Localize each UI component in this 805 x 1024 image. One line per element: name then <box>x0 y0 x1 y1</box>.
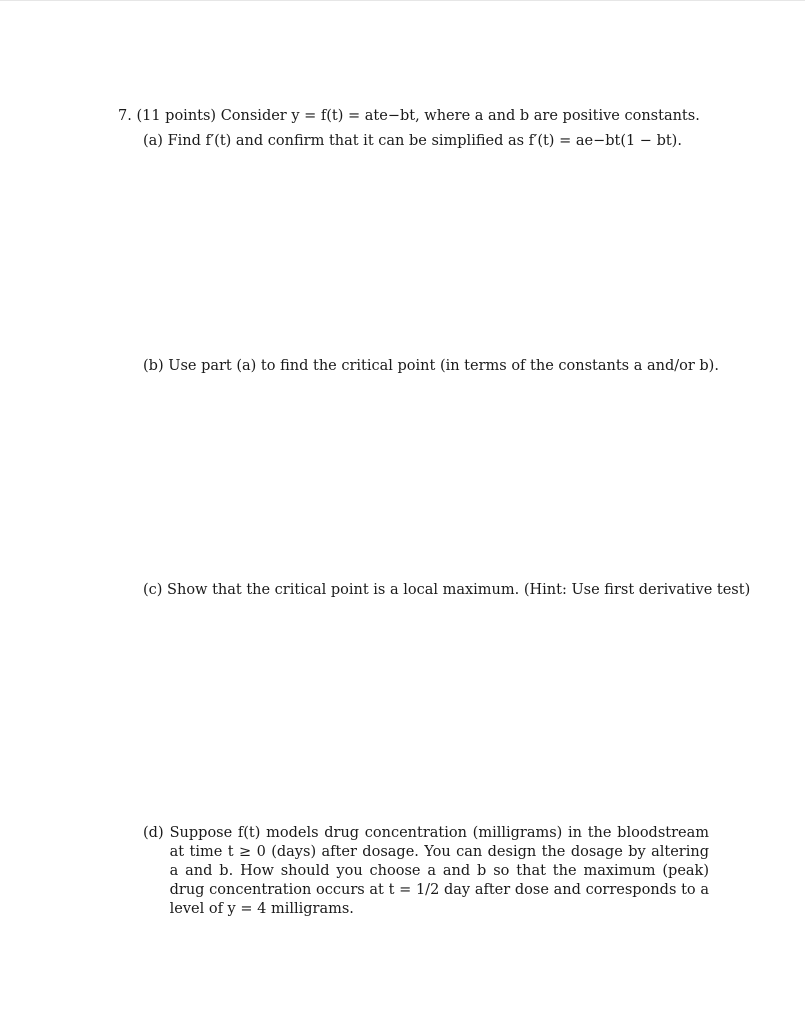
part-c-label: (c) <box>143 582 163 598</box>
part-b <box>143 357 719 376</box>
part-a-label: (a) <box>143 133 163 149</box>
part-b-label: (b) <box>143 358 164 374</box>
part-d-text: Suppose f(t) models drug concentration (milligrams) in the bloodstream at time t ≥ 0 (days) after dosage. You can design the dosage by altering a and b. How should you choose a and b so that the maximum (peak) drug concentration occurs at t = 1/2 day after dose and corresponds to a level of y = 4 milligrams. <box>169 825 709 917</box>
part-a <box>143 132 682 151</box>
part-d <box>143 824 709 919</box>
problem-points: (11 points) <box>136 108 217 124</box>
part-b-text: Use part (a) to find the critical point (in terms of the constants a and/or b). <box>168 358 719 374</box>
part-c <box>143 581 750 600</box>
part-c-text: Show that the critical point is a local maximum. (Hint: Use first derivative test) <box>167 582 751 598</box>
problem-statement: Consider y = f(t) = ate−bt, where a and b are positive constants. <box>220 108 700 124</box>
part-d-label: (d) <box>143 825 164 841</box>
page-top-border <box>0 0 805 1</box>
part-a-text: Find f′(t) and confirm that it can be simplified as f′(t) = ae−bt(1 − bt). <box>167 133 682 149</box>
problem-7-header <box>118 107 700 126</box>
problem-number: 7. <box>118 108 132 124</box>
